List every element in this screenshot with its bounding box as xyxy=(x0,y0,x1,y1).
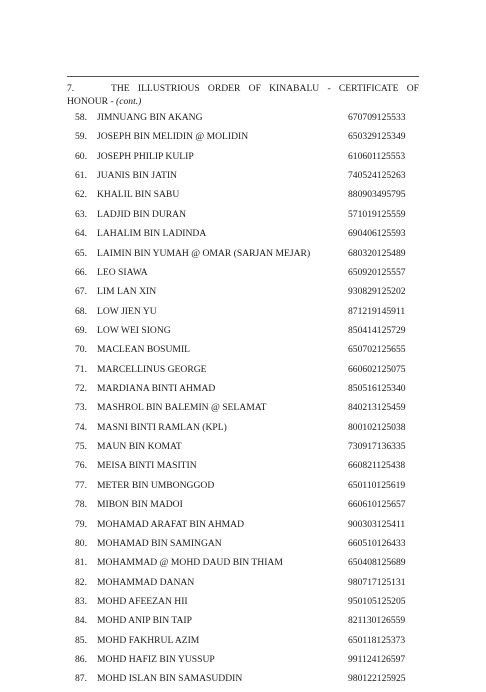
section-number: 7. xyxy=(67,83,75,94)
entry-id-number: 650702125655 xyxy=(348,344,406,356)
entry-name: MOHD FAKHRUL AZIM xyxy=(97,634,200,646)
entry-name: LEO SIAWA xyxy=(97,266,148,278)
entry-number: 64. xyxy=(75,228,87,240)
entry-number: 81. xyxy=(75,557,87,569)
entry-name: LOW JIEN YU xyxy=(97,305,157,317)
list-item xyxy=(0,363,486,382)
list-item xyxy=(0,343,486,362)
entry-name: MIBON BIN MADOI xyxy=(97,499,183,511)
entry-id-number: 980717125131 xyxy=(348,576,406,588)
entry-id-number: 680320125489 xyxy=(348,247,406,259)
entry-name: MOHAMAD BIN SAMINGAN xyxy=(97,537,222,549)
entry-id-number: 650110125619 xyxy=(348,479,406,491)
entry-name: MAUN BIN KOMAT xyxy=(97,441,182,453)
entry-name: JOSEPH BIN MELIDIN @ MOLIDIN xyxy=(97,131,249,143)
list-item xyxy=(0,634,486,653)
entry-id-number: 840213125459 xyxy=(348,402,406,414)
list-item xyxy=(0,247,486,266)
list-item xyxy=(0,653,486,672)
entry-number: 75. xyxy=(75,441,87,453)
entry-number: 70. xyxy=(75,344,87,356)
entry-name: LAHALIM BIN LADINDA xyxy=(97,228,207,240)
entry-id-number: 660602125075 xyxy=(348,363,406,375)
entry-number: 67. xyxy=(75,286,87,298)
entry-name: LAIMIN BIN YUMAH @ OMAR (SARJAN MEJAR) xyxy=(97,247,311,259)
entry-number: 62. xyxy=(75,189,87,201)
entry-number: 60. xyxy=(75,150,87,162)
entry-name: LOW WEI SIONG xyxy=(97,324,171,336)
list-item xyxy=(0,227,486,246)
entry-id-number: 850516125340 xyxy=(348,383,406,395)
entry-id-number: 660610125657 xyxy=(348,499,406,511)
list-item xyxy=(0,266,486,285)
list-item xyxy=(0,518,486,537)
list-item xyxy=(0,208,486,227)
entry-name: MARDIANA BINTI AHMAD xyxy=(97,383,216,395)
entry-number: 87. xyxy=(75,673,87,685)
list-item xyxy=(0,576,486,595)
list-item xyxy=(0,459,486,478)
entry-id-number: 821130126559 xyxy=(348,615,406,627)
list-item xyxy=(0,188,486,207)
entry-id-number: 900303125411 xyxy=(348,518,406,530)
list-item xyxy=(0,305,486,324)
entry-name: MOHAMMAD @ MOHD DAUD BIN THIAM xyxy=(97,557,283,569)
honour-list xyxy=(0,111,486,692)
entry-id-number: 880903495795 xyxy=(348,189,406,201)
continuation-note: (cont.) xyxy=(116,95,142,107)
list-item xyxy=(0,440,486,459)
list-item xyxy=(0,595,486,614)
entry-number: 68. xyxy=(75,305,87,317)
entry-number: 84. xyxy=(75,615,87,627)
entry-name: MEISA BINTI MASITIN xyxy=(97,460,197,472)
entry-id-number: 610601125553 xyxy=(348,150,406,162)
entry-name: KHALIL BIN SABU xyxy=(97,189,180,201)
entry-name: MASNI BINTI RAMLAN (KPL) xyxy=(97,421,227,433)
entry-id-number: 670709125533 xyxy=(348,112,406,123)
list-item xyxy=(0,285,486,304)
entry-id-number: 730917136335 xyxy=(348,441,406,453)
entry-id-number: 980122125925 xyxy=(348,673,406,685)
entry-number: 76. xyxy=(75,460,87,472)
section-heading xyxy=(67,83,419,108)
entry-name: MOHD ISLAN BIN SAMASUDDIN xyxy=(97,673,243,685)
entry-name: MASHROL BIN BALEMIN @ SELAMAT xyxy=(97,402,267,414)
entry-number: 82. xyxy=(75,576,87,588)
entry-name: MOHAMMAD DANAN xyxy=(97,576,195,588)
entry-number: 85. xyxy=(75,634,87,646)
entry-number: 65. xyxy=(75,247,87,259)
entry-id-number: 850414125729 xyxy=(348,324,406,336)
entry-id-number: 650920125557 xyxy=(348,266,406,278)
entry-id-number: 690406125593 xyxy=(348,228,406,240)
entry-number: 61. xyxy=(75,170,87,182)
entry-number: 72. xyxy=(75,383,87,395)
entry-name: MOHD HAFIZ BIN YUSSUP xyxy=(97,654,215,666)
entry-id-number: 650329125349 xyxy=(348,131,406,143)
entry-number: 86. xyxy=(75,654,87,666)
entry-name: JIMNUANG BIN AKANG xyxy=(97,112,203,123)
entry-number: 63. xyxy=(75,208,87,220)
entry-name: MOHD AFEEZAN HII xyxy=(97,595,188,607)
entry-number: 59. xyxy=(75,131,87,143)
entry-id-number: 571019125559 xyxy=(348,208,406,220)
entry-name: MARCELLINUS GEORGE xyxy=(97,363,207,375)
entry-id-number: 650118125373 xyxy=(348,634,406,646)
entry-name: METER BIN UMBONGGOD xyxy=(97,479,215,491)
entry-number: 71. xyxy=(75,363,87,375)
list-item xyxy=(0,479,486,498)
entry-id-number: 740524125263 xyxy=(348,170,406,182)
entry-id-number: 660821125438 xyxy=(348,460,406,472)
entry-number: 58. xyxy=(75,112,87,123)
entry-name: JUANIS BIN JATIN xyxy=(97,170,177,182)
list-item xyxy=(0,498,486,517)
entry-name: JOSEPH PHILIP KULIP xyxy=(97,150,194,162)
list-item xyxy=(0,421,486,440)
entry-number: 73. xyxy=(75,402,87,414)
entry-number: 66. xyxy=(75,266,87,278)
entry-name: MACLEAN BOSUMIL xyxy=(97,344,191,356)
header-rule xyxy=(67,76,419,77)
entry-name: LIM LAN XIN xyxy=(97,286,157,298)
entry-name: LADJID BIN DURAN xyxy=(97,208,187,220)
list-item xyxy=(0,614,486,633)
list-item xyxy=(0,324,486,343)
entry-id-number: 650408125689 xyxy=(348,557,406,569)
list-item xyxy=(0,401,486,420)
entry-id-number: 871219145911 xyxy=(348,305,406,317)
entry-id-number: 800102125038 xyxy=(348,421,406,433)
entry-number: 79. xyxy=(75,518,87,530)
entry-name: MOHAMAD ARAFAT BIN AHMAD xyxy=(97,518,245,530)
entry-id-number: 950105125205 xyxy=(348,595,406,607)
entry-number: 69. xyxy=(75,324,87,336)
list-item xyxy=(0,130,486,149)
entry-id-number: 660510126433 xyxy=(348,537,406,549)
entry-id-number: 930829125202 xyxy=(348,286,406,298)
entry-name: MOHD ANIP BIN TAIP xyxy=(97,615,192,627)
list-item xyxy=(0,537,486,556)
list-item xyxy=(0,672,486,691)
list-item xyxy=(0,150,486,169)
entry-number: 77. xyxy=(75,479,87,491)
list-item xyxy=(0,382,486,401)
section-title: THE ILLUSTRIOUS ORDER OF KINABALU - CERTIFICATE OF HONOUR - xyxy=(67,83,419,107)
entry-id-number: 991124126597 xyxy=(348,654,406,666)
list-item xyxy=(0,169,486,188)
list-item xyxy=(0,111,486,130)
entry-number: 74. xyxy=(75,421,87,433)
list-item xyxy=(0,556,486,575)
entry-number: 83. xyxy=(75,595,87,607)
entry-number: 78. xyxy=(75,499,87,511)
entry-number: 80. xyxy=(75,537,87,549)
